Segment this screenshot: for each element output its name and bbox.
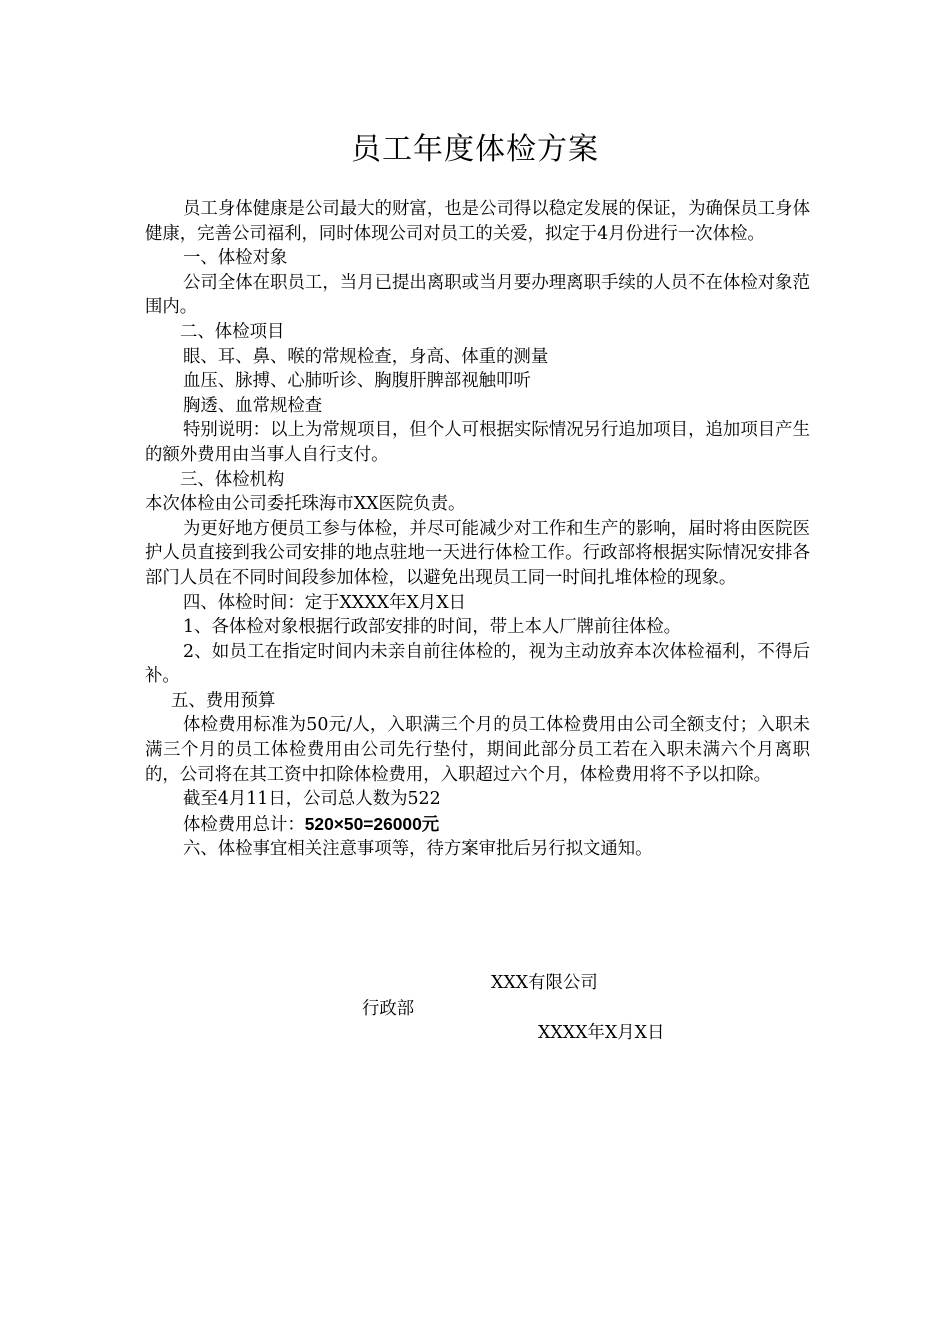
section1-heading: 一、体检对象 — [183, 248, 288, 269]
section5-heading: 五、费用预算 — [171, 690, 276, 711]
section2-item: 血压、脉搏、心肺听诊、胸腹肝脾部视触叩听 — [183, 371, 531, 392]
signature-company: XXX有限公司 — [491, 973, 598, 993]
section5-total-label: 体检费用总计： — [183, 814, 305, 835]
section6-body: 六、体检事宜相关注意事项等，待方案审批后另行拟文通知。 — [183, 839, 653, 860]
section5-total — [145, 812, 810, 838]
section2-item: 眼、耳、鼻、喉的常规检查，身高、体重的测量 — [183, 346, 549, 367]
document-body — [145, 197, 810, 862]
section2-item: 胸透、血常规检查 — [183, 395, 323, 416]
section4-heading: 四、体检时间：定于XXXX年X月X日 — [183, 592, 466, 613]
section3-heading: 三、体检机构 — [180, 469, 285, 490]
section2-note: 特别说明：以上为常规项目，但个人可根据实际情况另行追加项目，追加项目产生的额外费用由当事人自行支付。 — [145, 420, 810, 465]
signature-date: XXXX年X月X日 — [538, 1023, 665, 1043]
section3-body-1: 本次体检由公司委托珠海市XX医院负责。 — [145, 494, 466, 515]
section5-total-value: 520×50=26000元 — [304, 813, 440, 834]
section3-body-2: 为更好地方便员工参与体检，并尽可能减少对工作和生产的影响，届时将由医院医护人员直接到我公司安排的地点驻地一天进行体检工作。行政部将根据实际情况安排各部门人员在不同时间段参加体检，以避免出现员工同一时间扎堆体检的现象。 — [145, 518, 810, 588]
section2-heading: 二、体检项目 — [180, 321, 285, 342]
section5-headcount: 截至4月11日，公司总人数为522 — [183, 789, 441, 810]
section4-item: 2、如员工在指定时间内未亲自前往体检的，视为主动放弃本次体检福利，不得后补。 — [145, 641, 810, 687]
section1-body: 公司全体在职员工，当月已提出离职或当月要办理离职手续的人员不在体检对象范围内。 — [145, 272, 810, 318]
document-title: 员工年度体检方案 — [351, 132, 599, 167]
signature-department: 行政部 — [362, 999, 415, 1019]
intro-paragraph: 员工身体健康是公司最大的财富，也是公司得以稳定发展的保证，为确保员工身体健康，完善公司福利，同时体现公司对员工的关爱，拟定于4月份进行一次体检。 — [145, 199, 810, 244]
section4-item: 1、各体检对象根据行政部安排的时间，带上本人厂牌前往体检。 — [183, 617, 682, 638]
section5-body: 体检费用标准为50元/人，入职满三个月的员工体检费用由公司全额支付；入职未满三个月的员工体检费用由公司先行垫付，期间此部分员工若在入职未满六个月离职的，公司将在其工资中扣除体检费用，入职超过六个月，体检费用将不予以扣除。 — [145, 715, 810, 785]
